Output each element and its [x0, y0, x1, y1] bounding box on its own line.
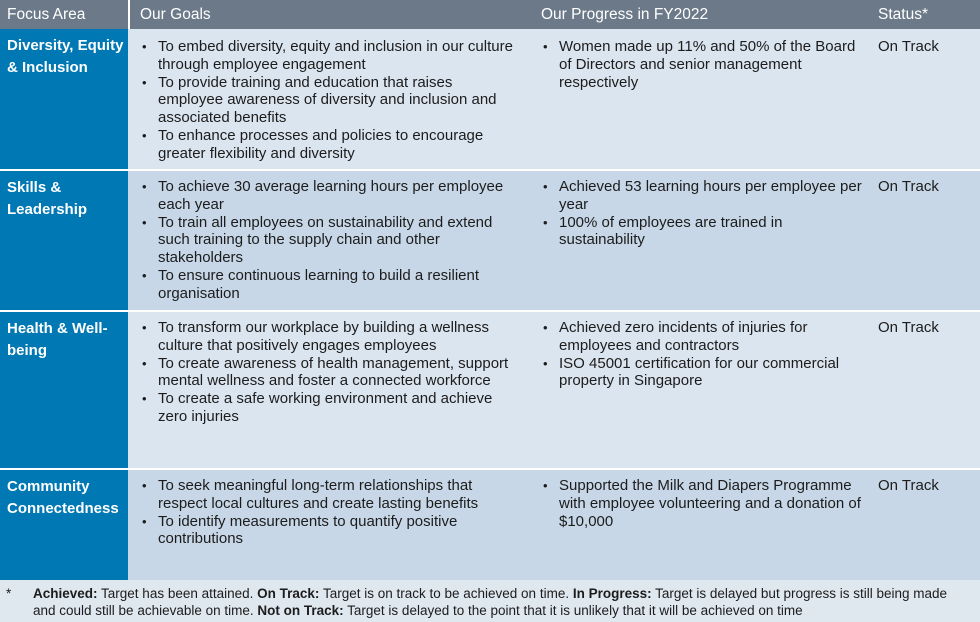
focus-area-cell	[0, 470, 128, 580]
term-achieved: Achieved:	[33, 586, 98, 601]
header-progress: Our Progress in FY2022	[541, 6, 709, 23]
term-in-progress: In Progress:	[572, 586, 652, 601]
goal-item: • To create a safe working environment and achieve zero injuries	[138, 390, 518, 426]
goal-item: • To transform our workplace by building a wellness culture that positively engages employees	[138, 319, 518, 355]
header-focus-area: Focus Area	[7, 6, 86, 23]
status-badge: On Track	[878, 38, 939, 55]
footnote-text	[33, 585, 973, 619]
status-footnote	[0, 580, 980, 622]
goal-item: • To provide training and education that raises employee awareness of diversity and inclusion and associated benefits	[138, 74, 518, 127]
def-not-on-track: Target is delayed to the point that it is unlikely that it will be achieved on time	[343, 603, 803, 618]
header-status: Status*	[878, 6, 928, 23]
table-header	[0, 0, 980, 29]
term-not-on-track: Not on Track:	[257, 603, 344, 618]
status-badge: On Track	[878, 178, 939, 195]
header-goals: Our Goals	[140, 6, 211, 23]
focus-area-cell	[0, 29, 128, 169]
focus-area-cell	[0, 312, 128, 468]
focus-area-label: Health & Well-being	[7, 320, 108, 359]
focus-area-cell	[0, 171, 128, 310]
table-row	[0, 171, 980, 310]
goals-list	[138, 319, 518, 426]
focus-area-label: Skills & Leadership	[7, 179, 88, 218]
goal-item: • To ensure continuous learning to build a resilient organisation	[138, 267, 518, 303]
def-on-track: Target is on track to be achieved on time.	[319, 586, 573, 601]
focus-area-label: Diversity, Equity & Inclusion	[7, 37, 124, 76]
progress-item: • Supported the Milk and Diapers Programme with employee volunteering and a donation of $10,000	[539, 477, 869, 530]
goals-list	[138, 178, 518, 303]
progress-list	[539, 178, 869, 249]
progress-list	[539, 319, 869, 390]
goals-list	[138, 38, 518, 163]
goal-item: • To identify measurements to quantify positive contributions	[138, 513, 518, 549]
progress-item: • ISO 45001 certification for our commercial property in Singapore	[539, 355, 869, 391]
term-on-track: On Track:	[257, 586, 320, 601]
progress-item: • 100% of employees are trained in sustainability	[539, 214, 869, 250]
progress-list	[539, 38, 869, 91]
table-row	[0, 29, 980, 169]
status-badge: On Track	[878, 319, 939, 336]
table-row	[0, 312, 980, 468]
header-divider	[128, 0, 130, 29]
progress-item: • Achieved zero incidents of injuries for employees and contractors	[539, 319, 869, 355]
goal-item: • To train all employees on sustainability and extend such training to the supply chain and other stakeholders	[138, 214, 518, 267]
status-badge: On Track	[878, 477, 939, 494]
progress-item: • Achieved 53 learning hours per employee per year	[539, 178, 869, 214]
goal-item: • To create awareness of health management, support mental wellness and foster a connected workforce	[138, 355, 518, 391]
table-row	[0, 470, 980, 580]
def-achieved: Target has been attained.	[97, 586, 258, 601]
goal-item: • To achieve 30 average learning hours per employee each year	[138, 178, 518, 214]
footnote-marker: *	[6, 586, 12, 601]
progress-item: • Women made up 11% and 50% of the Board of Directors and senior management respectively	[539, 38, 869, 91]
goals-list	[138, 477, 518, 548]
goal-item: • To seek meaningful long-term relationships that respect local cultures and create lasting benefits	[138, 477, 518, 513]
goal-item: • To enhance processes and policies to encourage greater flexibility and diversity	[138, 127, 518, 163]
def-in-progress: Target is delayed but progress is still being made and could still be achievable on time.	[33, 586, 948, 618]
goal-item: • To embed diversity, equity and inclusion in our culture through employee engagement	[138, 38, 518, 74]
focus-area-label: Community Connectedness	[7, 478, 119, 517]
progress-list	[539, 477, 869, 530]
